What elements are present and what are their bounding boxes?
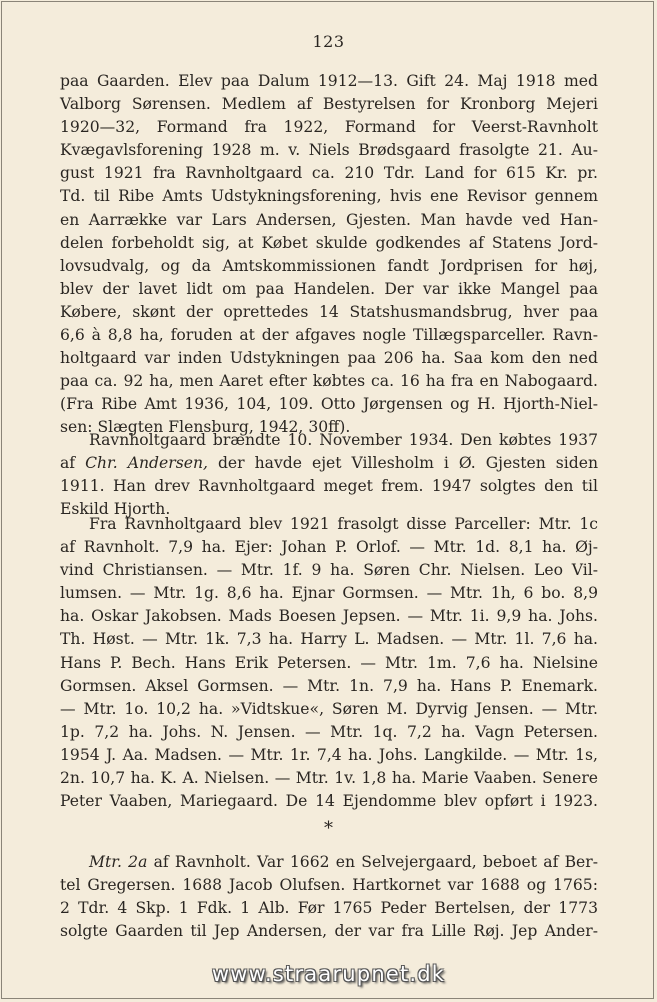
text-line: gust 1921 fra Ravnholtgaard ca. 210 Tdr. Land for 615 Kr. pr. bbox=[60, 164, 598, 183]
text-line: delen forbeholdt sig, at Købet skulde godkendes af Statens Jord- bbox=[60, 233, 598, 252]
text-line: 1954 J. Aa. Madsen. — Mtr. 1r. 7,4 ha. Johs. Langkilde. — Mtr. 1s, bbox=[60, 745, 598, 764]
paragraph-3 bbox=[60, 513, 598, 813]
text-line: Gormsen. Aksel Gormsen. — Mtr. 1n. 7,9 ha. Hans P. Enemark. bbox=[60, 676, 598, 695]
text-line: lumsen. — Mtr. 1g. 8,6 ha. Ejnar Gormsen. — Mtr. 1h, 6 bo. 8,9 bbox=[60, 584, 598, 603]
text-line: paa ca. 92 ha, men Aaret efter købtes ca. 16 ha fra en Nabogaard. bbox=[60, 372, 598, 391]
text-line: Hans P. Bech. Hans Erik Petersen. — Mtr. 1m. 7,6 ha. Nielsine bbox=[60, 653, 598, 672]
text-line: Td. til Ribe Amts Udstykningsforening, hvis ene Revisor gennem bbox=[60, 187, 598, 206]
section-separator: * bbox=[324, 818, 333, 839]
text-line: Peter Vaaben, Mariegaard. De 14 Ejendomme blev opført i 1923. bbox=[60, 792, 598, 811]
text-line: sen: Slægten Flensburg, 1942, 30ff). bbox=[60, 418, 351, 437]
text-line: Eskild Hjorth. bbox=[60, 500, 171, 519]
paragraph-2 bbox=[60, 429, 598, 521]
text-line bbox=[60, 851, 598, 874]
text-line: Th. Høst. — Mtr. 1k. 7,3 ha. Harry L. Madsen. — Mtr. 1l. 7,6 ha. bbox=[60, 630, 598, 649]
text-line: en Aarrække var Lars Andersen, Gjesten. Man havde ved Han- bbox=[60, 210, 598, 229]
text-line: holtgaard var inden Udstykningen paa 206 ha. Saa kom den ned bbox=[60, 349, 598, 368]
text-line: paa Gaarden. Elev paa Dalum 1912—13. Gift 24. Maj 1918 med bbox=[60, 72, 598, 90]
text-run: af bbox=[60, 454, 86, 473]
person-name: Chr. Andersen, bbox=[85, 454, 208, 473]
text-line: solgte Gaarden til Jep Andersen, der var fra Lille Røj. Jep Ander- bbox=[60, 922, 598, 941]
text-run: af Ravnholt. Var 1662 en Selvejergaard, beboet af Ber- bbox=[147, 853, 598, 871]
text-line: 1911. Han drev Ravnholtgaard meget frem. 1947 solgtes den til bbox=[60, 477, 598, 496]
text-line: af Ravnholt. 7,9 ha. Ejer: Johan P. Orlof. — Mtr. 1d. 8,1 ha. Øj- bbox=[60, 538, 598, 557]
watermark-text: www.straarupnet.dk bbox=[211, 962, 446, 986]
text-line: 2n. 10,7 ha. K. A. Nielsen. — Mtr. 1v. 1,8 ha. Marie Vaaben. Senere bbox=[60, 769, 598, 788]
text-line: (Fra Ribe Amt 1936, 104, 109. Otto Jørgensen og H. Hjorth-Niel- bbox=[60, 395, 598, 414]
property-label: Mtr. 2a bbox=[89, 853, 148, 871]
paragraph-1 bbox=[60, 70, 598, 440]
text-line: Ravnholtgaard brændte 10. November 1934. Den købtes 1937 bbox=[89, 431, 598, 449]
text-line: Fra Ravnholtgaard blev 1921 frasolgt disse Parceller: Mtr. 1c bbox=[89, 515, 598, 533]
text-line: 1p. 7,2 ha. Johs. N. Jensen. — Mtr. 1q. 7,2 ha. Vagn Petersen. bbox=[60, 722, 598, 741]
paragraph-4 bbox=[60, 851, 598, 943]
text-line: 2 Tdr. 4 Skp. 1 Fdk. 1 Alb. Før 1765 Peder Bertelsen, der 1773 bbox=[60, 899, 598, 918]
text-line bbox=[60, 452, 598, 475]
text-line: blev der lavet lidt om paa Handelen. Der var ikke Mangel paa bbox=[60, 279, 598, 298]
text-line: Valborg Sørensen. Medlem af Bestyrelsen for Kronborg Mejeri bbox=[60, 95, 598, 114]
text-line: tel Gregersen. 1688 Jacob Olufsen. Hartkornet var 1688 og 1765: bbox=[60, 876, 598, 895]
page-number: 123 bbox=[312, 32, 345, 51]
text-line: — Mtr. 1o. 10,2 ha. »Vidtskue«, Søren M. Dyrvig Jensen. — Mtr. bbox=[60, 699, 598, 718]
text-line: Købere, skønt der oprettedes 14 Statshusmandsbrug, hver paa bbox=[60, 302, 598, 321]
text-line: 6,6 à 8,8 ha, foruden at der afgaves nogle Tillægsparceller. Ravn- bbox=[60, 326, 598, 345]
text-line: Kvægavlsforening 1928 m. v. Niels Brødsgaard frasolgte 21. Au- bbox=[60, 141, 598, 160]
text-line: lovsudvalg, og da Amtskommissionen fandt Jordprisen for høj, bbox=[60, 256, 598, 275]
text-line: ha. Oskar Jakobsen. Mads Boesen Jepsen. — Mtr. 1i. 9,9 ha. Johs. bbox=[60, 607, 598, 626]
text-run: der havde ejet Villesholm i Ø. Gjesten siden bbox=[207, 454, 599, 473]
text-line: 1920—32, Formand fra 1922, Formand for Veerst-Ravnholt bbox=[60, 118, 598, 137]
text-line: vind Christiansen. — Mtr. 1f. 9 ha. Søren Chr. Nielsen. Leo Vil- bbox=[60, 561, 598, 580]
